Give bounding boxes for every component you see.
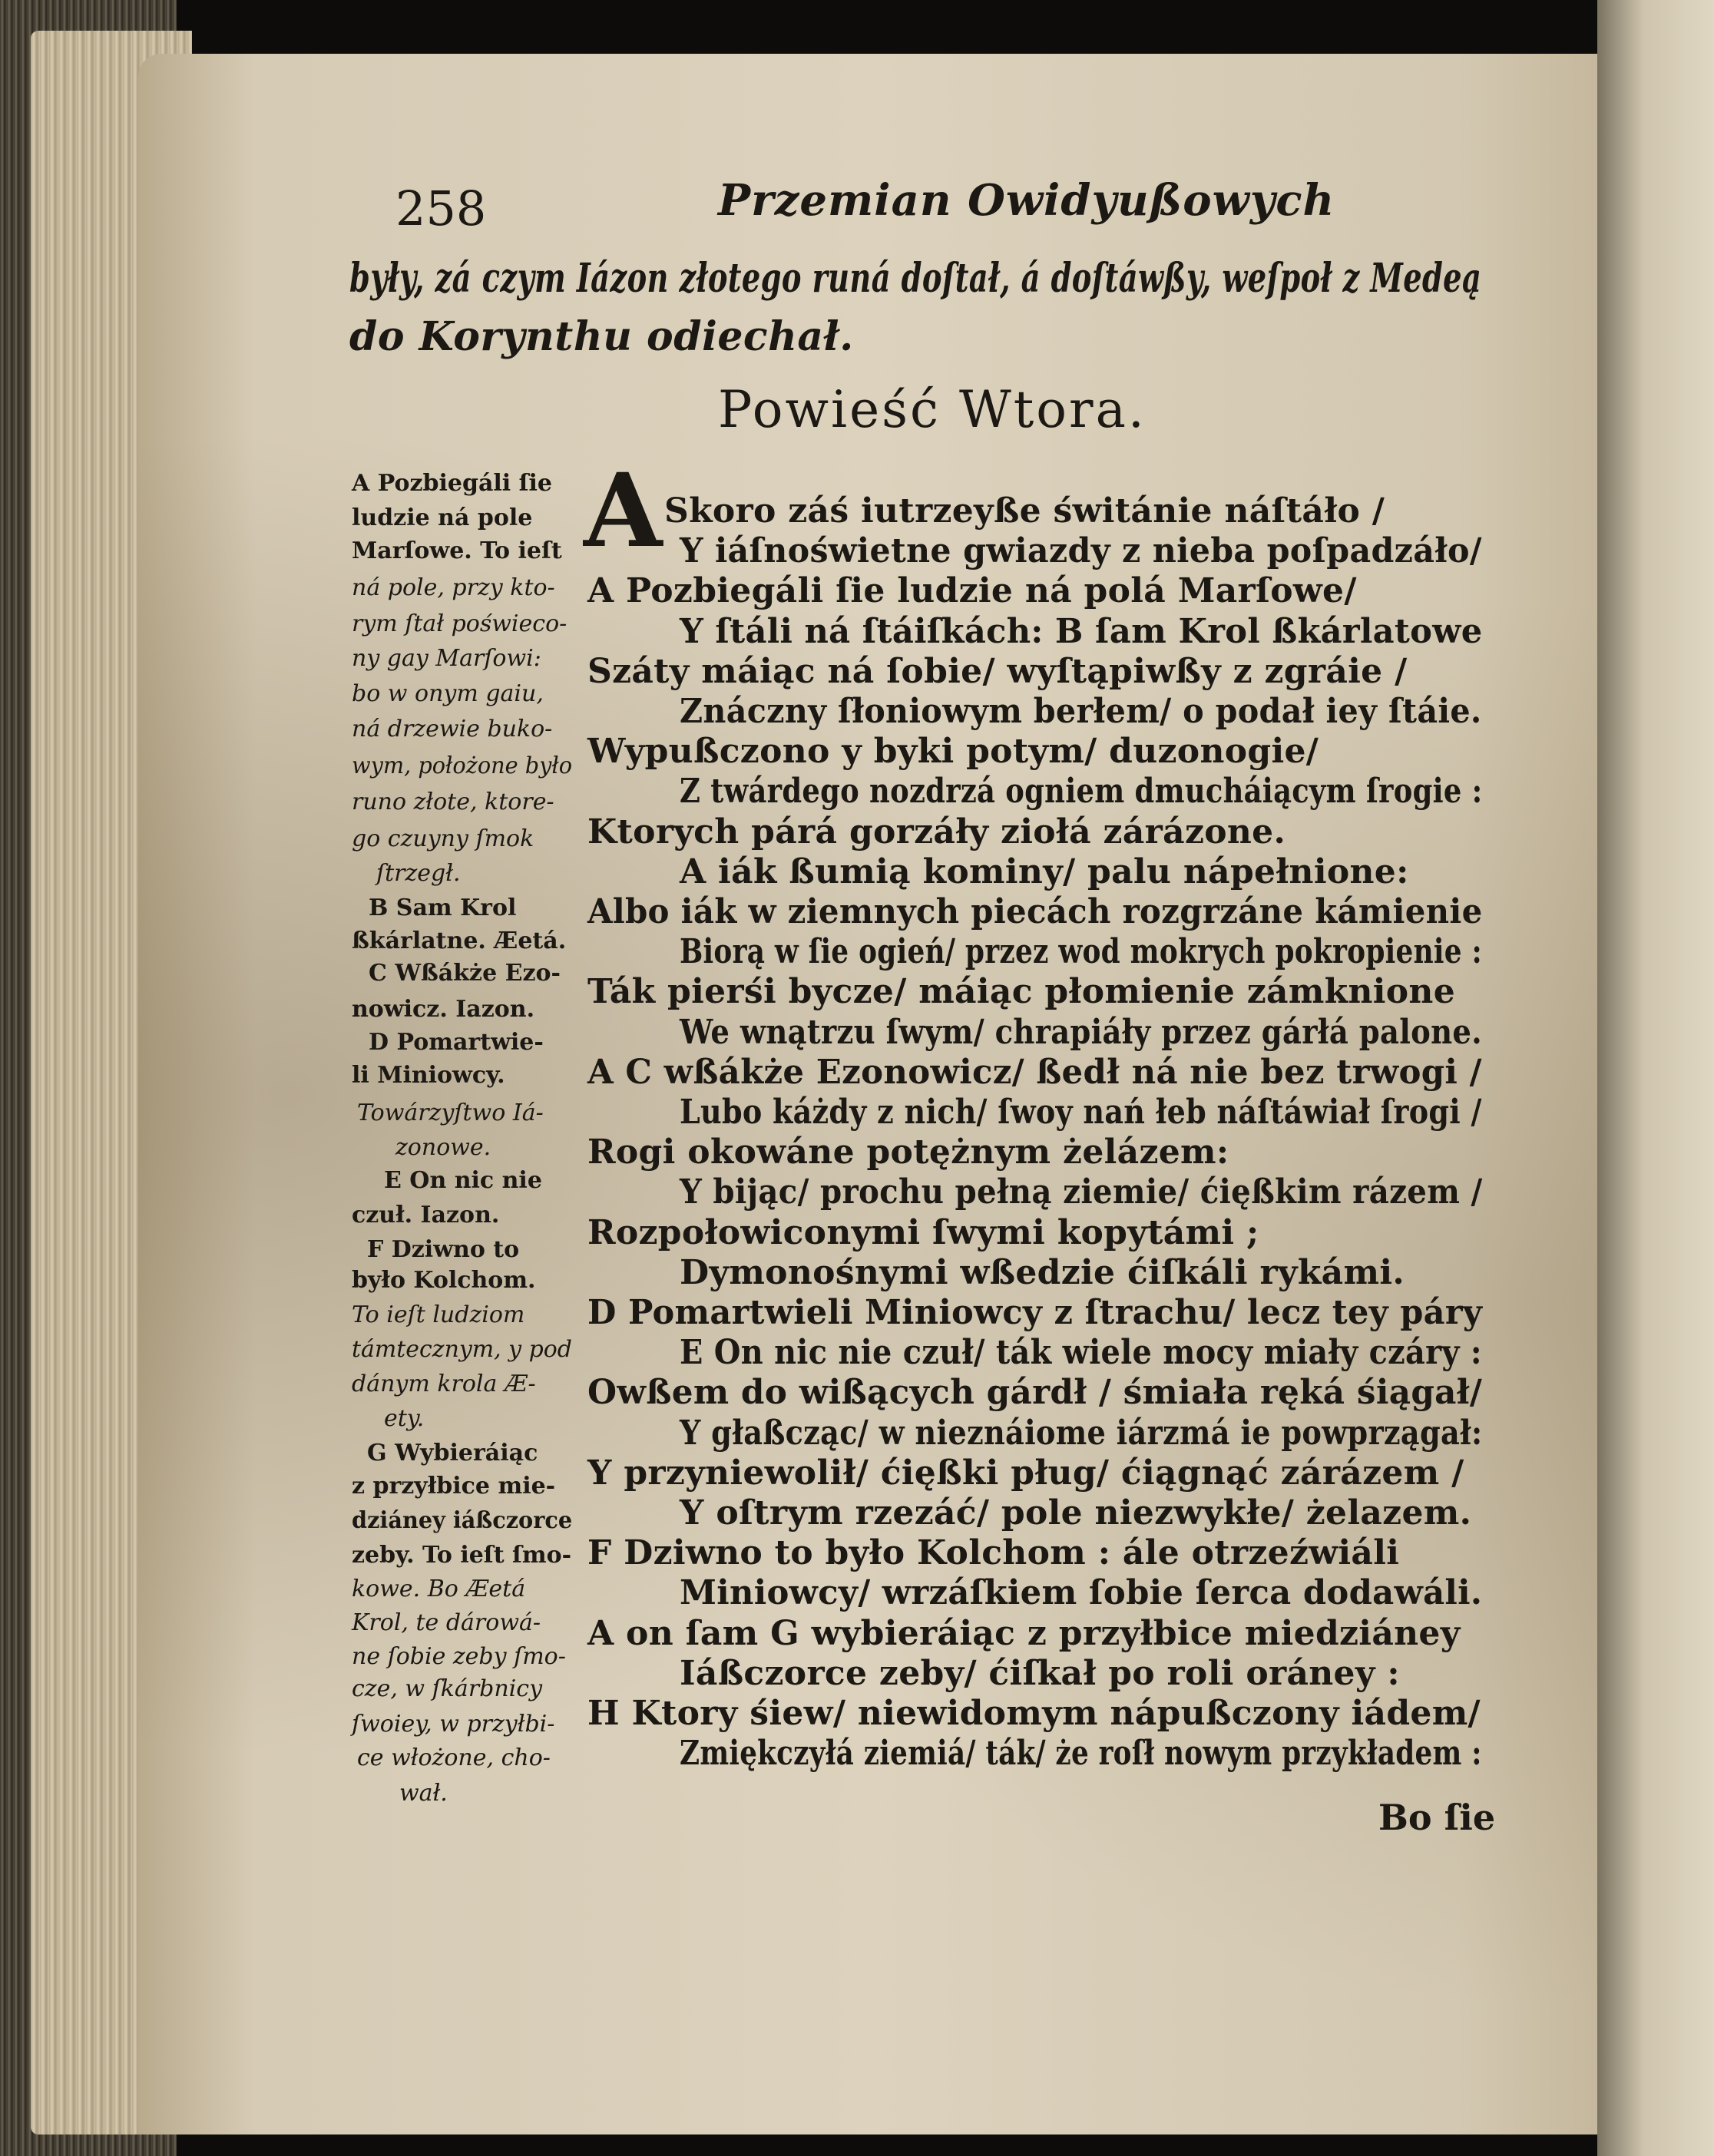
section-title: Powieść Wtora.	[718, 380, 1147, 439]
verse-line: A on ſam G wybieráiąc z przyłbice miedziáney	[587, 1614, 1461, 1653]
verse-line: Rozpołowiconymi ſwymi kopytámi ;	[587, 1213, 1259, 1252]
gloss-line: bo w onym gaiu,	[352, 680, 544, 707]
running-head: Przemian Owidyußowych	[718, 175, 1335, 226]
verse-line: Lubo káżdy z nich/ ſwoy nań łeb náſtáwiał ſrogi /	[680, 1093, 1482, 1132]
gloss-line: dziáney iáßczorce	[352, 1507, 573, 1534]
verse-line: Ktorych párá gorzáły ziołá zárázone.	[587, 812, 1286, 851]
gloss-line: ny gay Marſowi:	[352, 645, 541, 672]
verse-line: Znáczny ſłoniowym berłem/ o podał iey ſtáie.	[680, 692, 1482, 731]
verse-line: F Dziwno to było Kolchom : ále otrzeźwiáli	[587, 1533, 1400, 1572]
gloss-line: wał.	[399, 1780, 448, 1807]
gloss-line: czuł. Iazon.	[352, 1202, 500, 1228]
verse-line: E On nic nie czuł/ ták wiele mocy miały czáry :	[680, 1333, 1482, 1372]
gloss-line: ná drzewie buko-	[352, 716, 553, 742]
gloss-line: E On nic nie	[384, 1167, 542, 1194]
gloss-line: kowe. Bo Æetá	[352, 1576, 526, 1602]
gloss-line: C Wßákże Ezo-	[369, 960, 561, 987]
gloss-line: Krol, te dárowá-	[352, 1609, 541, 1636]
intro-line: do Korynthu odiechał.	[349, 313, 854, 360]
gloss-line: Marſowe. To ieſt	[352, 537, 562, 564]
gloss-line: ce włożone, cho-	[357, 1744, 551, 1771]
gloss-line: G Wybieráiąc	[367, 1440, 538, 1467]
intro-line: były, zá czym Iázon złotego runá doſtał, á doſtáwßy, weſpoł z Medeą	[349, 255, 1482, 302]
gloss-line: ſwoiey, w przyłbi-	[352, 1711, 555, 1738]
verse-line: H Ktory śiew/ niewidomym nápußczony iádem/	[587, 1694, 1481, 1733]
gloss-line: było Kolchom.	[352, 1267, 536, 1294]
verse-line: Y bijąc/ prochu pełną ziemie/ ćięßkim rázem /	[680, 1172, 1483, 1212]
verse-line: Owßem do wißących gárdł / śmiała ręká śiągał/	[587, 1373, 1483, 1412]
gloss-line: ná pole, przy kto-	[352, 574, 555, 601]
verse-line: Y przyniewolił/ ćięßki pług/ ćiągnąć zárázem /	[587, 1453, 1464, 1493]
verse-line: Biorą w ſie ogień/ przez wod mokrych pokropienie :	[680, 932, 1483, 971]
verse-line: Wypußczono y byki potym/ duzonogie/	[587, 732, 1319, 771]
drop-cap: A	[584, 451, 663, 570]
verse-line: Miniowcy/ wrzáſkiem ſobie ſerca dodawáli.	[680, 1573, 1483, 1612]
verse-line: Rogi okowáne potężnym żelázem:	[587, 1133, 1229, 1172]
gloss-line: z przyłbice mie-	[352, 1473, 556, 1500]
verse-line: We wnątrzu ſwym/ chrapiáły przez gárłá palone.	[680, 1013, 1482, 1052]
verse-line: D Pomartwieli Miniowcy z ſtrachu/ lecz tey páry	[587, 1293, 1483, 1332]
gloss-line: nowicz. Iazon.	[352, 996, 535, 1023]
verse-line: Y głaßcząc/ w nieznáiome iárzmá ie powprzągał:	[680, 1414, 1483, 1453]
gloss-line: F Dziwno to	[367, 1236, 520, 1263]
page-number: 258	[395, 180, 487, 236]
verse-line: Ták pierśi bycze/ máiąc płomienie zámknione	[587, 972, 1456, 1011]
gloss-line: A Pozbiegáli ſie	[352, 470, 553, 497]
gloss-line: wym, położone było	[352, 752, 573, 779]
gloss-line: zeby. To ieſt ſmo-	[352, 1542, 572, 1569]
verse-line: Y oſtrym rzezáć/ pole niezwykłe/ żelazem.	[680, 1493, 1472, 1533]
verse-line: Skoro záś iutrzeyße świtánie náſtáło /	[664, 491, 1385, 531]
gloss-line: ſtrzegł.	[376, 860, 461, 887]
gloss-line: B Sam Krol	[369, 894, 517, 921]
verse-line: Albo iák w ziemnych piecách rozgrzáne kámienie	[587, 892, 1483, 931]
gloss-line: rym ſtał poświeco-	[352, 610, 567, 637]
verse-line: Y iáſnoświetne gwiazdy z nieba poſpadzáło/	[680, 531, 1482, 570]
verse-line: Iáßczorce zeby/ ćiſkał po roli oráney :	[680, 1654, 1400, 1693]
verse-line: A iák ßumią kominy/ palu nápełnione:	[680, 852, 1409, 891]
gloss-line: Towárzyſtwo Iá-	[357, 1099, 544, 1126]
gloss-line: ety.	[384, 1405, 425, 1432]
gloss-line: runo złote, ktore-	[352, 789, 554, 815]
gloss-line: zonowe.	[395, 1134, 491, 1161]
gloss-line: dánym krola Æ-	[352, 1371, 536, 1397]
gloss-line: go czuyny ſmok	[352, 825, 534, 852]
gloss-line: ne ſobie zeby ſmo-	[352, 1643, 566, 1670]
gloss-line: ßkárlatne. Æetá.	[352, 928, 567, 954]
gloss-line: D Pomartwie-	[369, 1029, 544, 1056]
verse-line: A C wßákże Ezonowicz/ ßedł ná nie bez trwogi /	[587, 1053, 1482, 1092]
verse-line: A Pozbiegáli ſie ludzie ná polá Marſowe/	[587, 571, 1357, 610]
gloss-line: ludzie ná pole	[352, 504, 533, 531]
verse-line: Száty máiąc ná ſobie/ wyſtąpiwßy z zgráie /	[587, 652, 1408, 691]
verse-line: Zmiękczyłá ziemiá/ ták/ że roſł nowym przykładem :	[680, 1734, 1482, 1773]
verse-line: Z twárdego nozdrzá ogniem dmucháiącym ſrogie :	[680, 772, 1483, 811]
gloss-line: támtecznym, y pod	[352, 1336, 572, 1363]
gloss-line: To ieſt ludziom	[352, 1301, 525, 1328]
gloss-line: cze, w ſkárbnicy	[352, 1675, 543, 1702]
gloss-line: li Miniowcy.	[352, 1062, 505, 1089]
verse-line: Y ſtáli ná ſtáiſkách: B ſam Krol ßkárlatowe	[680, 612, 1483, 651]
verse-line: Dymonośnymi wßedzie ćiſkáli rykámi.	[680, 1253, 1405, 1292]
catchword: Bo ſie	[1378, 1797, 1496, 1838]
facing-page-edge	[1597, 0, 1714, 2156]
